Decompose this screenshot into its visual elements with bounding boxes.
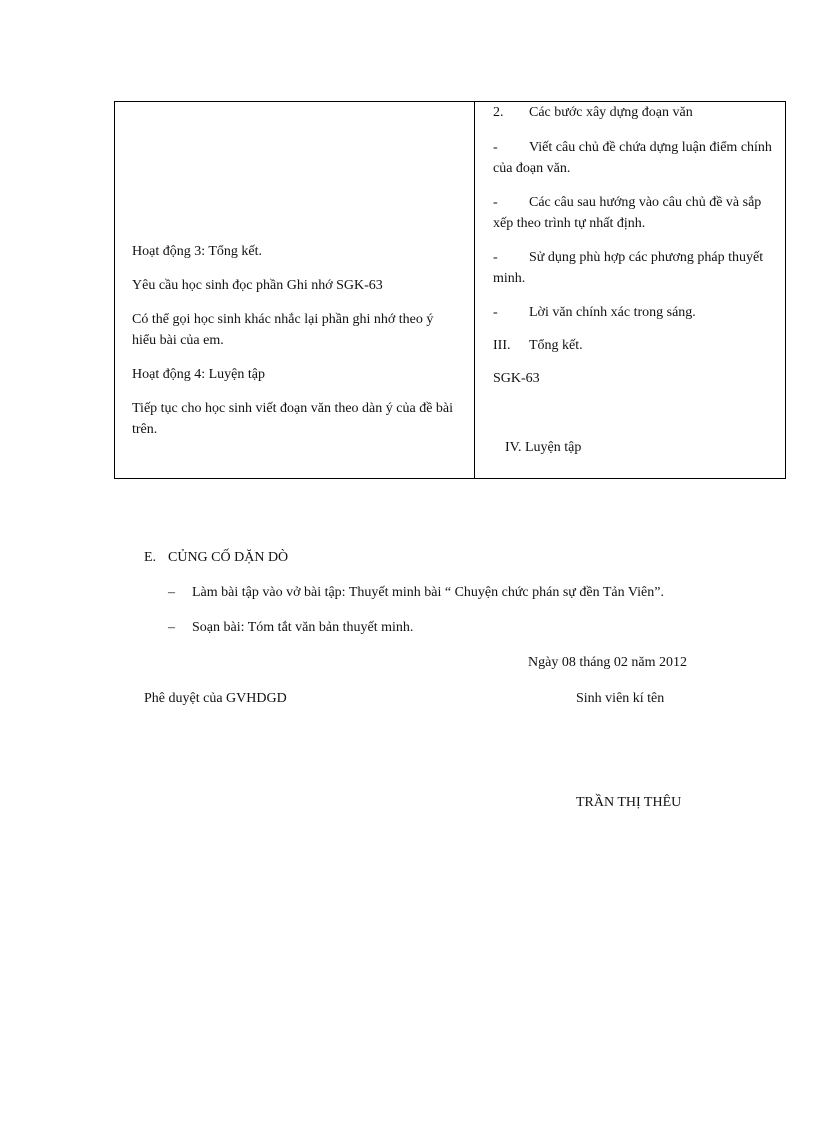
document-date: Ngày 08 tháng 02 năm 2012 (528, 655, 688, 670)
content-bullet (493, 137, 775, 179)
step-number: 2. (493, 105, 504, 120)
section-3-heading (493, 335, 775, 356)
lesson-plan-table (114, 101, 786, 479)
bullet-dash: - (493, 305, 498, 320)
teacher-activities (132, 241, 457, 453)
section-4-heading: IV. Luyện tập (505, 440, 582, 455)
activity-3-heading: Hoạt động 3: Tổng kết. (132, 244, 263, 259)
bullet-dash: - (493, 195, 498, 210)
section-3-title: Tổng kết. (529, 338, 583, 353)
homework-item (144, 584, 704, 602)
activity-3-note: Có thể gọi học sinh khác nhắc lại phần ghi nhớ theo ý hiểu bài của em. (132, 312, 434, 348)
teacher-activities-cell (115, 102, 475, 479)
bullet-text: Viết câu chủ đề chứa dựng luận điểm chính của đoạn văn. (493, 140, 772, 176)
bullet-dash: - (493, 140, 498, 155)
bullet-text: Các câu sau hướng vào câu chủ đề và sắp xếp theo trình tự nhất định. (493, 195, 762, 231)
bullet-text: Lời văn chính xác trong sáng. (529, 305, 696, 320)
item-text: Làm bài tập vào vở bài tập: Thuyết minh bài “ Chuyện chức phán sự đền Tản Viên”. (192, 585, 664, 600)
section-3-reference: SGK-63 (493, 371, 540, 386)
content-bullet (493, 247, 775, 289)
item-dash: – (168, 585, 175, 600)
table-row (115, 102, 786, 479)
activity-4-heading: Hoạt động 4: Luyện tập (132, 367, 265, 382)
bullet-text: Sử dụng phù hợp các phương pháp thuyết minh. (493, 250, 764, 286)
homework-item (144, 619, 704, 637)
consolidation-section (144, 549, 704, 637)
content-cell (475, 102, 786, 479)
content-bullet (493, 302, 775, 323)
section-3-number: III. (493, 338, 511, 353)
lesson-content (493, 102, 775, 471)
section-letter: E. (144, 550, 157, 565)
supervisor-approval-label: Phê duyệt của GVHDGD (144, 691, 287, 706)
item-dash: – (168, 620, 175, 635)
item-text: Soạn bài: Tóm tắt văn bản thuyết minh. (192, 620, 414, 635)
section-heading (144, 549, 704, 567)
student-signature-label: Sinh viên kí tên (576, 691, 665, 706)
step-title: Các bước xây dựng đoạn văn (529, 105, 693, 120)
content-bullet (493, 192, 775, 234)
bullet-dash: - (493, 250, 498, 265)
student-name: TRẦN THỊ THÊU (576, 795, 682, 810)
activity-3-instruction: Yêu cầu học sinh đọc phần Ghi nhớ SGK-63 (132, 278, 383, 293)
activity-4-instruction: Tiếp tục cho học sinh viết đoạn văn theo dàn ý của đề bài trên. (132, 401, 454, 437)
section-title: CỦNG CỐ DẶN DÒ (168, 550, 289, 565)
step-heading (493, 102, 775, 123)
